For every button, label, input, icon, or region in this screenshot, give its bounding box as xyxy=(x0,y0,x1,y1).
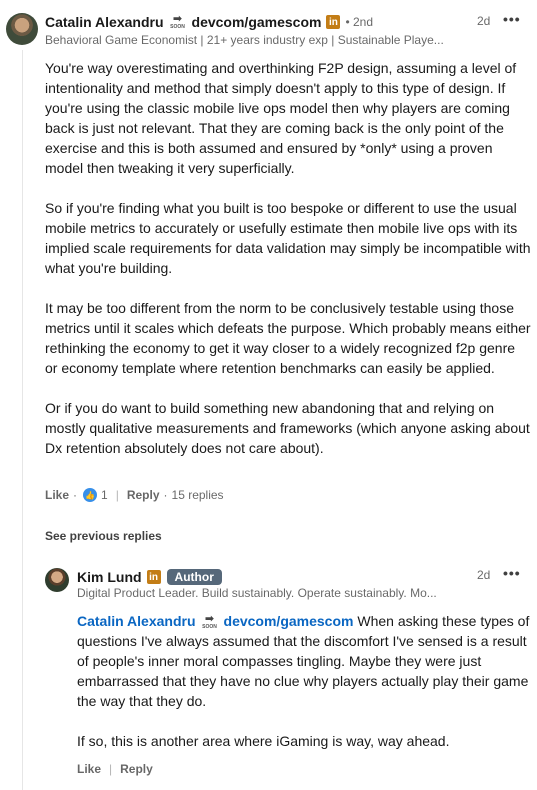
timestamp: 2d xyxy=(477,568,491,582)
like-button[interactable]: Like xyxy=(77,762,102,776)
author-name[interactable]: Catalin Alexandru xyxy=(45,14,164,30)
linkedin-premium-icon: in xyxy=(326,15,340,29)
separator-bar: | xyxy=(109,762,113,776)
ellipsis-icon[interactable]: ••• xyxy=(503,11,521,27)
comment-header xyxy=(45,14,373,30)
ellipsis-icon[interactable]: ••• xyxy=(503,565,521,581)
replies-count-link[interactable]: 15 replies xyxy=(171,488,224,502)
reaction-count[interactable]: 1 xyxy=(101,488,108,502)
thread-line xyxy=(22,50,23,790)
comment-paragraph: So if you're finding what you built is too bespoke or different to use the usual mobile metrics to accurately or usefully estimate then mobile live ops with its implied scale requirements for data validation may simply be incompatible with what you're building. xyxy=(45,200,531,276)
connection-degree: • 2nd xyxy=(345,15,374,29)
mention-name: Catalin Alexandru xyxy=(77,613,196,629)
separator-dot: · xyxy=(163,488,168,502)
reply-text: When asking these types of questions I've always assumed that the discomfort I've sensed is a result of people's inner moral compasses tingling. Maybe they were just embarrassed that they have no clue why players actually play their game the way that they do. xyxy=(77,613,530,709)
separator-dot: · xyxy=(73,488,78,502)
reply-paragraph xyxy=(77,611,531,711)
reply-button[interactable]: Reply xyxy=(120,762,153,776)
author-badge: Author xyxy=(167,569,222,585)
author-headline[interactable]: Behavioral Game Economist | 21+ years industry exp | Sustainable Playe... xyxy=(45,33,444,47)
linkedin-premium-icon: in xyxy=(147,570,161,584)
soon-text: SOON xyxy=(202,623,217,630)
like-reaction-icon[interactable]: 👍 xyxy=(83,488,97,502)
comment-paragraph: You're way overestimating and overthinking F2P design, assuming a level of intentionality and method that simply doesn't apply to this type of design. If you're using the classic mobile live ops model then why players are coming back is just not relevant. That they are coming back is the only point of the exercise and this is both assumed and ensured by *only* using a proven model then tweaking it very superficially. xyxy=(45,60,517,176)
separator-bar: | xyxy=(115,488,119,502)
reply-button[interactable]: Reply xyxy=(126,488,160,502)
reply-header xyxy=(77,569,222,585)
comment-paragraph: It may be too different from the norm to be conclusively testable using those metrics until it scales which defeats the purpose. Which probably means either rethinking the economy to get it way closer to a widely recognized f2p genre or economy template where retention benchmarks can easily be applied. xyxy=(45,300,531,376)
avatar[interactable] xyxy=(45,568,69,592)
soon-text: SOON xyxy=(170,23,185,30)
reply-paragraph: If so, this is another area where iGaming is way, way ahead. xyxy=(77,733,450,749)
comment-actions xyxy=(45,488,224,502)
reply-body xyxy=(77,611,531,771)
reply-actions xyxy=(77,762,153,776)
author-company[interactable]: devcom/gamescom xyxy=(191,14,322,30)
arrow-soon-icon: ➡ SOON xyxy=(170,12,185,30)
author-headline[interactable]: Digital Product Leader. Build sustainably. Operate sustainably. Mo... xyxy=(77,586,437,600)
avatar[interactable] xyxy=(6,13,38,45)
see-previous-replies-button[interactable]: See previous replies xyxy=(45,529,162,543)
author-name[interactable]: Kim Lund xyxy=(77,569,142,585)
mention-company: devcom/gamescom xyxy=(223,613,354,629)
comment-body xyxy=(45,58,531,478)
like-button[interactable]: Like xyxy=(45,488,70,502)
comment-paragraph: Or if you do want to build something new abandoning that and relying on mostly qualitative measurements and frameworks (which anyone asking about Dx retention absolutely does not care about). xyxy=(45,400,530,456)
arrow-soon-icon: ➡ SOON xyxy=(202,612,217,630)
timestamp: 2d xyxy=(477,14,491,28)
mention-link[interactable] xyxy=(77,613,353,629)
